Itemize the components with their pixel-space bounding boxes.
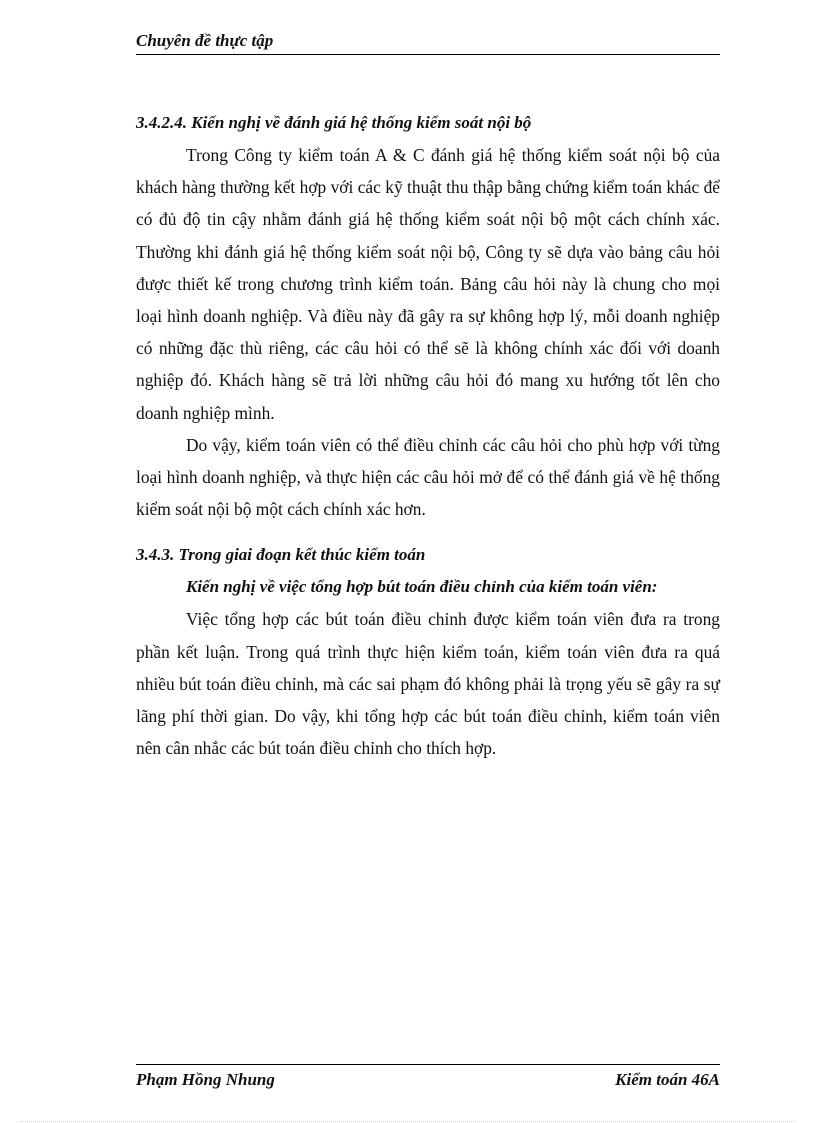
subsection-heading-adjusting-entries: Kiến nghị về việc tổng hợp bút toán điều chỉnh của kiểm toán viên: xyxy=(186,577,658,597)
page-edge-divider xyxy=(20,1121,796,1122)
section-heading-3-4-2-4: 3.4.2.4. Kiến nghị về đánh giá hệ thống kiểm soát nội bộ xyxy=(136,113,532,132)
page-footer xyxy=(136,1064,720,1093)
footer-class: Kiểm toán 46A xyxy=(615,1070,720,1089)
section-spacer xyxy=(136,525,720,539)
page-content xyxy=(136,107,720,764)
paragraph-internal-control-1: Trong Công ty kiểm toán A & C đánh giá hệ thống kiểm soát nội bộ của khách hàng thường kết hợp với các kỹ thuật thu thập bằng chứng kiểm toán khác để có đủ độ tin cậy nhằm đánh giá hệ thống kiểm soát nội bộ một cách chính xác. Thường khi đánh giá hệ thống kiểm soát nội bộ, Công ty sẽ dựa vào bảng câu hỏi được thiết kế trong chương trình kiểm toán. Bảng câu hỏi này là chung cho mọi loại hình doanh nghiệp. Và điều này đã gây ra sự không hợp lý, mỗi doanh nghiệp có những đặc thù riêng, các câu hỏi có thể sẽ là không chính xác đối với doanh nghiệp đó. Khách hàng sẽ trả lời những câu hỏi đó mang xu hướng tốt lên cho doanh nghiệp mình. xyxy=(136,145,720,423)
paragraph-internal-control-2: Do vậy, kiểm toán viên có thể điều chỉnh các câu hỏi cho phù hợp với từng loại hình doanh nghiệp, và thực hiện các câu hỏi mở để có thể đánh giá về hệ thống kiểm soát nội bộ một cách chính xác hơn. xyxy=(136,434,720,520)
section-heading-3-4-3: 3.4.3. Trong giai đoạn kết thúc kiểm toán xyxy=(136,545,426,565)
page-header xyxy=(136,32,720,55)
footer-author: Phạm Hồng Nhung xyxy=(136,1070,275,1089)
header-title: Chuyên đề thực tập xyxy=(136,31,274,50)
paragraph-adjusting-entries: Việc tổng hợp các bút toán điều chỉnh được kiểm toán viên đưa ra trong phần kết luận. Trong quá trình thực hiện kiểm toán, kiểm toán viên đưa ra quá nhiều bút toán điều chỉnh, mà các sai phạm đó không phải là trọng yếu sẽ gây ra sự lãng phí thời gian. Do vậy, khi tổng hợp các bút toán điều chỉnh, kiểm toán viên nên cân nhắc các bút toán điều chỉnh cho thích hợp. xyxy=(136,609,720,759)
